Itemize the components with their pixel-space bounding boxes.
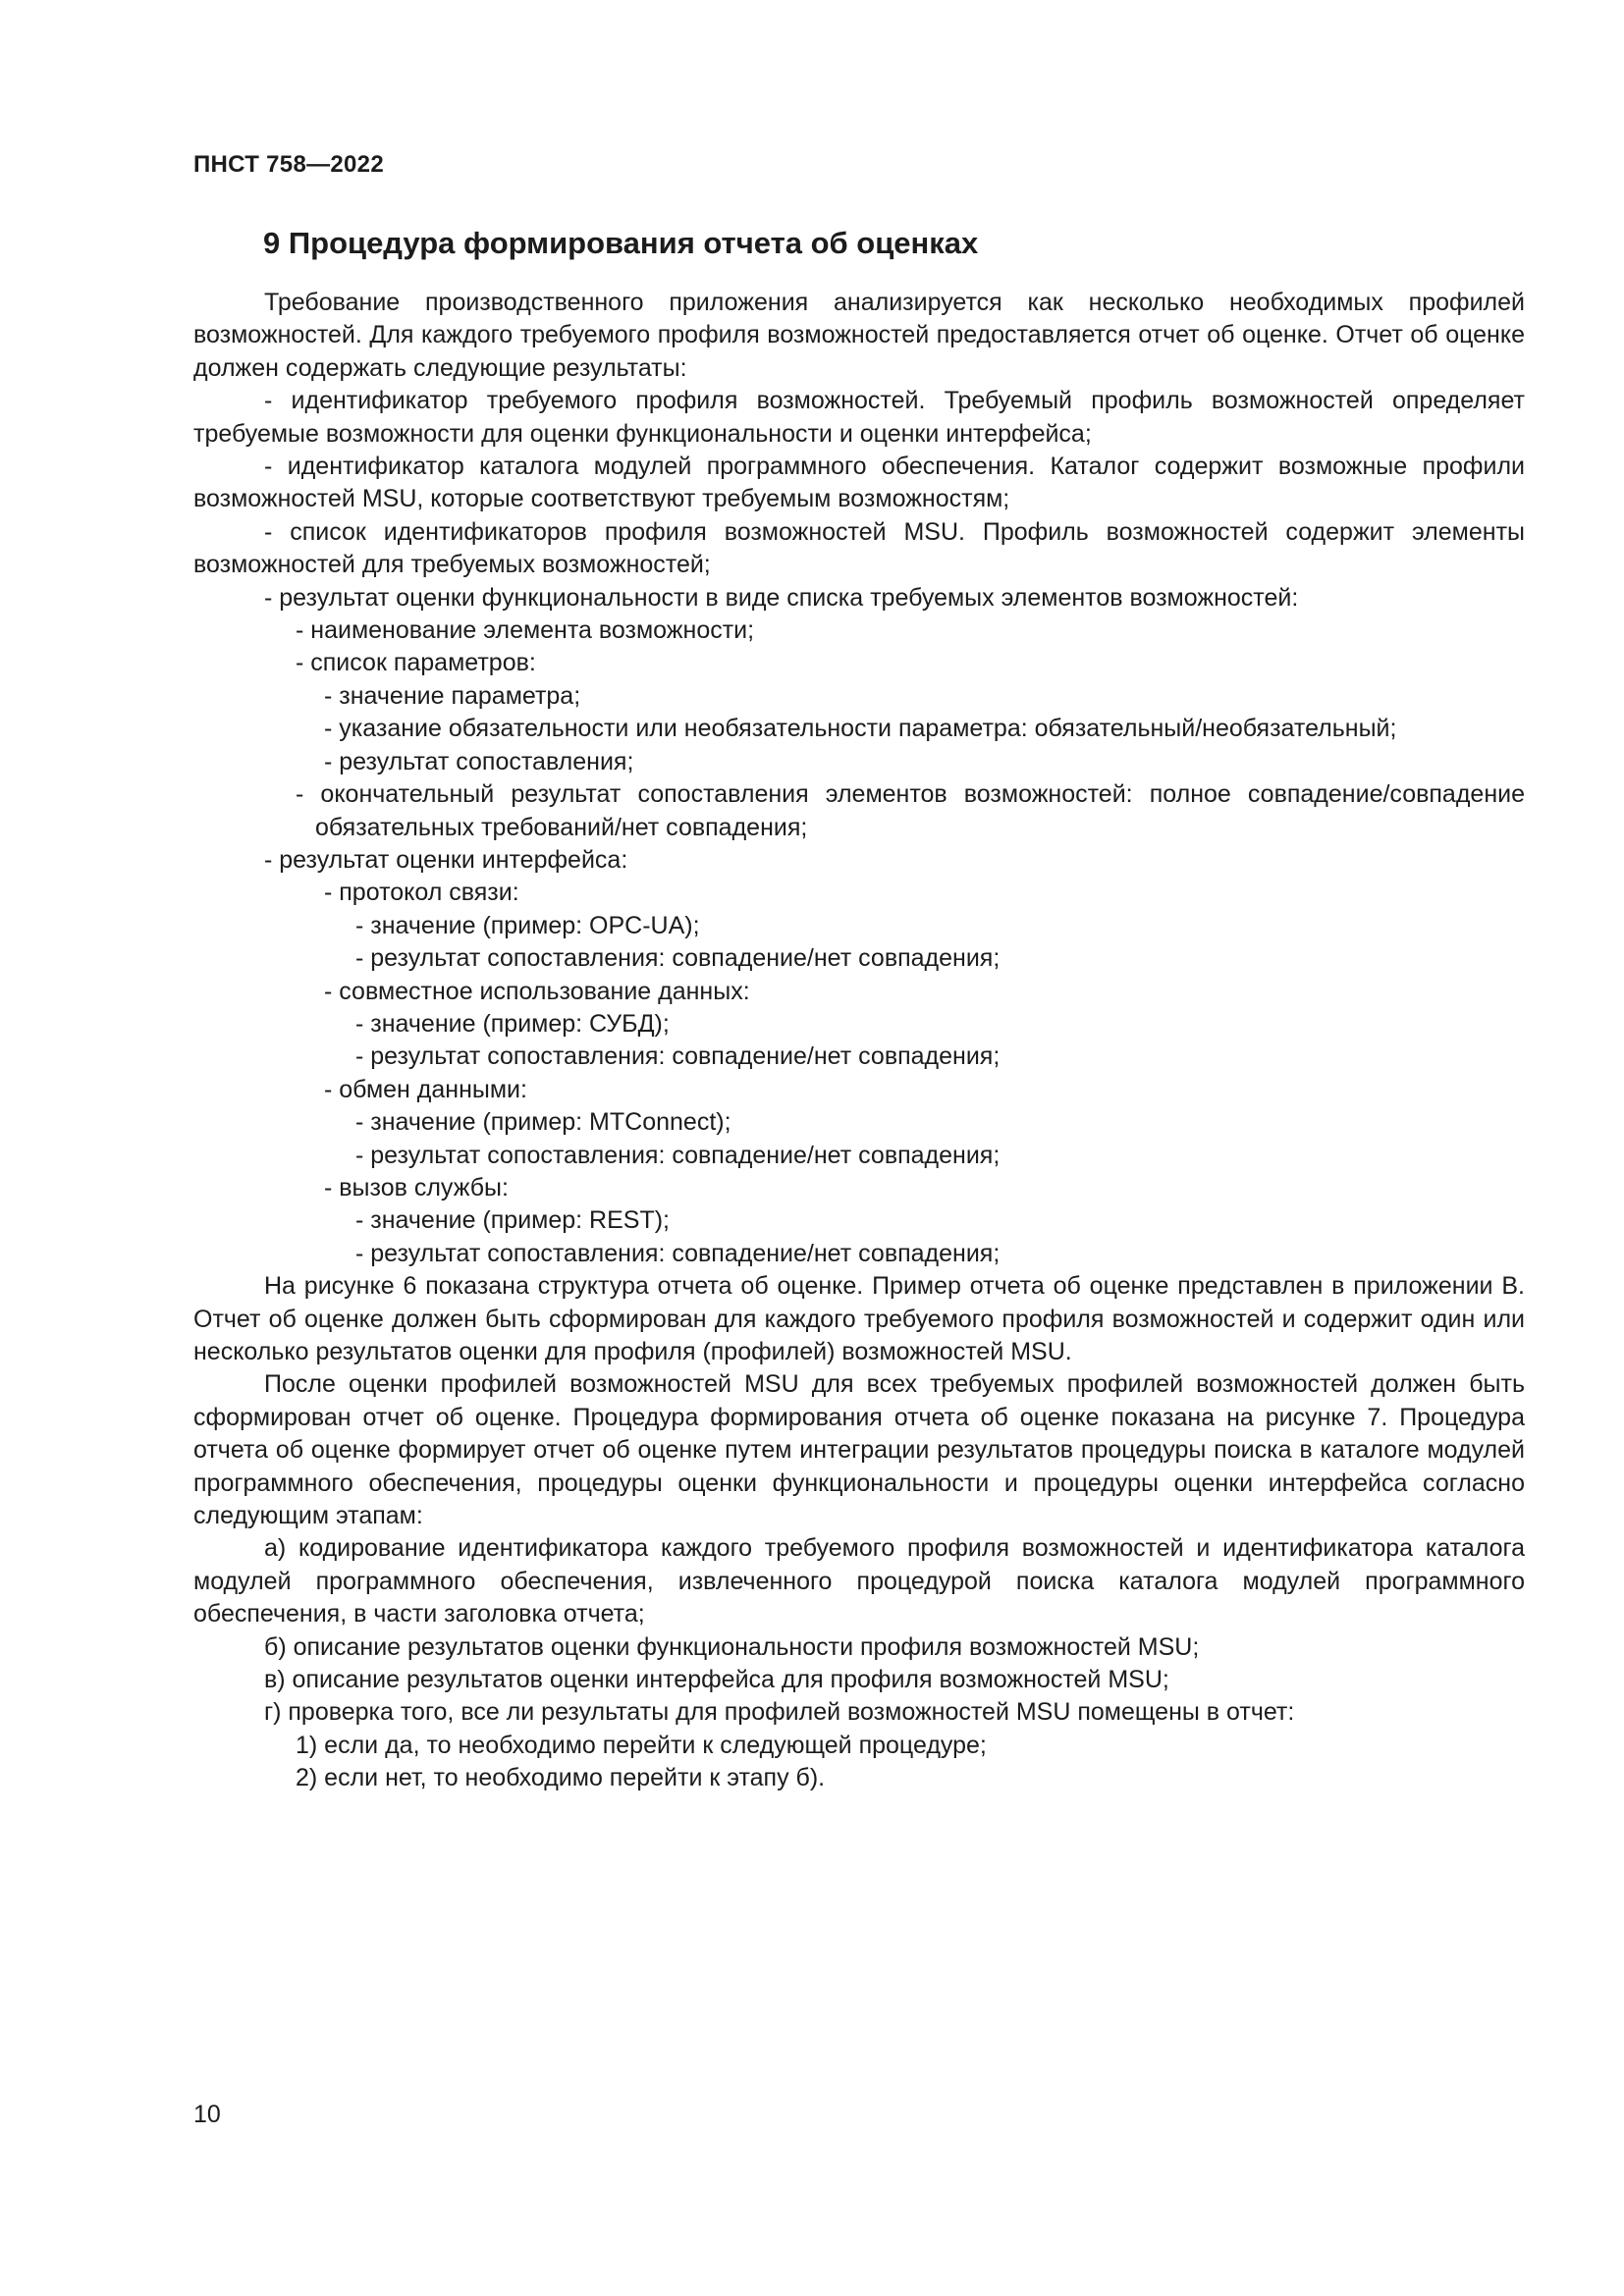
paragraph-figure-6: На рисунке 6 показана структура отчета об оценке. Пример отчета об оценке представлен в приложении B. Отчет об оценке должен быть сформирован для каждого требуемого профиля возможностей и содержит один или несколько результатов оценки для профиля (профилей) возможностей MSU. [193,1272,1525,1365]
list-item-data-sharing-value: - значение (пример: СУБД); [355,1009,670,1038]
list-item-service-call-value: - значение (пример: REST); [355,1206,671,1235]
list-item-data-sharing: - совместное использование данных: [324,977,750,1005]
list-item-data-exchange-value: - значение (пример: MTConnect); [355,1108,731,1137]
list-item-comm-protocol-value: - значение (пример: OPC-UA); [355,911,700,939]
section-title: 9 Процедура формирования отчета об оценках [263,226,979,260]
list-item-service-call: - вызов службы: [324,1173,509,1201]
list-item-service-call-match: - результат сопоставления: совпадение/нет совпадения; [355,1239,1001,1267]
step-g-1: 1) если да, то необходимо перейти к следующей процедуре; [296,1731,987,1759]
step-b: б) описание результатов оценки функциональности профиля возможностей MSU; [264,1632,1200,1661]
list-item-data-exchange-match: - результат сопоставления: совпадение/нет совпадения; [355,1141,1001,1169]
section-body [193,287,1525,1795]
list-item-element-name: - наименование элемента возможности; [296,616,755,645]
page-number: 10 [193,2101,221,2128]
step-v: в) описание результатов оценки интерфейса для профиля возможностей MSU; [264,1666,1169,1694]
step-g: г) проверка того, все ли результаты для профилей возможностей MSU помещены в отчет: [264,1698,1295,1727]
list-item-data-exchange: - обмен данными: [324,1075,527,1103]
list-item-parameter-mandatory: - указание обязательности или необязательности параметра: обязательный/необязательный; [324,715,1397,743]
list-item-final-match: - окончательный результат сопоставления элементов возможностей: полное совпадение/совпадение обязательных требований/нет совпадения; [296,780,1525,841]
list-item-functionality-result: - результат оценки функциональности в виде списка требуемых элементов возможностей: [264,583,1299,612]
document-code-header: ПНСТ 758—2022 [193,151,384,178]
list-item-parameter-value: - значение параметра; [324,681,581,710]
list-item-data-sharing-match: - результат сопоставления: совпадение/нет совпадения; [355,1042,1001,1071]
paragraph-intro: Требование производственного приложения анализируется как несколько необходимых профилей возможностей. Для каждого требуемого профиля возможностей предоставляется отчет об оценке. Отчет об оценке должен содержать следующие результаты: [193,289,1525,382]
list-item-parameter-match: - результат сопоставления; [324,747,634,775]
list-item-interface-result: - результат оценки интерфейса: [264,845,628,874]
step-a: а) кодирование идентификатора каждого требуемого профиля возможностей и идентификатора каталога модулей программного обеспечения, извлеченного процедурой поиска каталога модулей программного обеспечения, в части заголовка отчета; [193,1534,1525,1629]
paragraph-figure-7: После оценки профилей возможностей MSU для всех требуемых профилей возможностей должен быть сформирован отчет об оценке. Процедура формирования отчета об оценке показана на рисунке 7. Процедура отчета об оценке формирует отчет об оценке путем интеграции результатов процедуры поиска в каталоге модулей программного обеспечения, процедуры оценки функциональности и процедуры оценки интерфейса согласно следующим этапам: [193,1370,1525,1530]
list-item-required-profile-id: - идентификатор требуемого профиля возможностей. Требуемый профиль возможностей определяет требуемые возможности для оценки функциональности и оценки интерфейса; [193,387,1525,448]
list-item-parameter-list: - список параметров: [296,649,536,677]
step-g-2: 2) если нет, то необходимо перейти к этапу б). [296,1764,826,1792]
list-item-comm-protocol-match: - результат сопоставления: совпадение/нет совпадения; [355,944,1001,973]
list-item-comm-protocol: - протокол связи: [324,879,519,907]
list-item-msu-profile-ids: - список идентификаторов профиля возможностей MSU. Профиль возможностей содержит элементы возможностей для требуемых возможностей; [193,517,1525,579]
list-item-catalog-id: - идентификатор каталога модулей программного обеспечения. Каталог содержит возможные профили возможностей MSU, которые соответствуют требуемым возможностям; [193,453,1525,513]
